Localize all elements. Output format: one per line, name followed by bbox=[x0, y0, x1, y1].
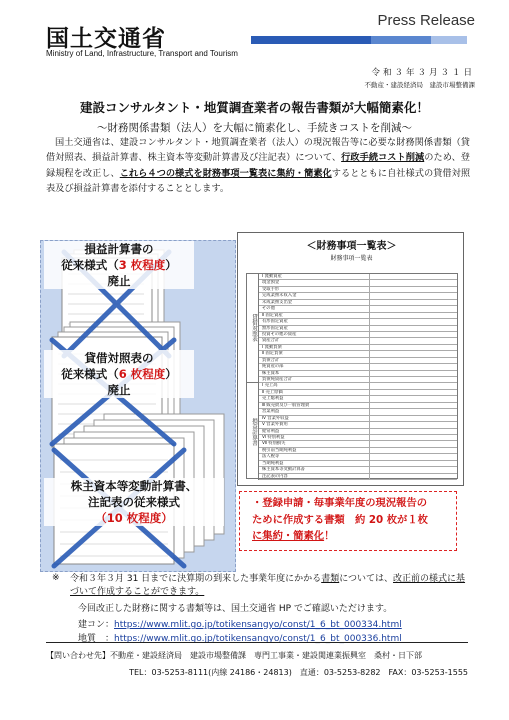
org-name: 国土交通省 bbox=[46, 26, 166, 52]
callout-line2: ために作成する書類 約 20 枚が１枚 bbox=[252, 513, 428, 526]
form-row-label: 売上総利益 bbox=[262, 396, 284, 402]
item-equity-count: （10 枚程度） bbox=[95, 511, 173, 525]
form-row-label: Ⅶ 特別損失 bbox=[262, 441, 286, 447]
callout-suffix: ！ bbox=[324, 530, 335, 542]
form-row-label: 未成業務支出金 bbox=[262, 299, 293, 305]
form-row bbox=[259, 474, 457, 480]
note-text-b: については、 bbox=[339, 574, 394, 584]
callout-underlined: に集約・簡素化 bbox=[252, 530, 325, 542]
form-row-label: Ⅱ 固定資産 bbox=[262, 312, 283, 318]
contact-phone: TEL：03-5253-8111(内線 24186・24813) 直通：03-5253-8282 FAX：03-5253-1555 bbox=[129, 668, 468, 677]
form-row-label: 経常利益 bbox=[262, 428, 280, 434]
note-text-a: 令和３年３月 31 日までに決算期の到来した事業年度にかかる bbox=[70, 574, 322, 584]
body-underline-1: 行政手続コスト削減 bbox=[341, 152, 425, 164]
item-balance-suffix: ） bbox=[165, 367, 177, 381]
body-text-b: のため、登録規程を改正し、 bbox=[46, 152, 470, 179]
item-equity-line1: 株主資本等変動計算書、 bbox=[70, 479, 198, 493]
body-text-a: 国土交通省は、建設コンサルタント・地質調査業者（法人）の現況報告等に必要な財務関係書類（貸借対照表、損益計算書、株主資本等変動計算書及び注記表）について、 bbox=[46, 137, 470, 164]
body-underline-2: これら４つの様式を財務事項一覧表に集約・簡素化 bbox=[119, 167, 332, 179]
page-subtitle: ～財務関係書類（法人）を大幅に簡素化し、手続きコストを削減～ bbox=[97, 122, 412, 134]
form-row-label: 法人税等 bbox=[262, 454, 280, 460]
item-income-count: 3 枚程度 bbox=[118, 258, 166, 272]
item-balance-line2 bbox=[44, 366, 194, 382]
item-balance-count: 6 枚程度 bbox=[118, 367, 166, 381]
item-income-suffix: ） bbox=[165, 258, 177, 272]
form-row-label: 資産合計 bbox=[262, 338, 280, 344]
form-row-label: 有形固定資産 bbox=[262, 319, 288, 325]
form-row-label: Ⅴ 営業外費用 bbox=[262, 422, 288, 428]
form-row-label: その他 bbox=[262, 306, 275, 312]
financial-summary-form bbox=[237, 232, 464, 486]
form-row-label: 投資その他の資産 bbox=[262, 331, 297, 337]
item-balance-sheet bbox=[44, 350, 194, 398]
form-row-value-cell bbox=[369, 474, 457, 480]
item-balance-line1: 貸借対照表の bbox=[84, 351, 154, 365]
form-table bbox=[246, 273, 458, 479]
item-balance-line3: 廃止 bbox=[107, 383, 131, 397]
form-row-label: Ⅱ 売上原価 bbox=[262, 389, 283, 395]
item-income-statement bbox=[44, 241, 194, 289]
form-row-label: 無形固定資産 bbox=[262, 325, 288, 331]
form-row-label: Ⅵ 特別利益 bbox=[262, 434, 285, 440]
item-equity-line2: 注記表の従来様式 bbox=[88, 495, 180, 509]
note-underline-1: 書類 bbox=[321, 574, 340, 584]
note-mark: ※ bbox=[52, 573, 60, 583]
form-row-label: 当期純利益 bbox=[262, 460, 284, 466]
page-title: 建設コンサルタント・地質調査業者の報告書類が大幅簡素化！ bbox=[80, 100, 429, 115]
note-website: 今回改正した財務に関する書類等は、国土交通省 HP でご確認いただけます。 bbox=[78, 604, 393, 614]
header-stripe bbox=[251, 36, 467, 44]
form-row-label: Ⅱ 固定負債 bbox=[262, 351, 283, 357]
contact-footer bbox=[46, 642, 468, 681]
press-release-label: Press Release bbox=[377, 12, 475, 29]
form-row-label: 現金預金 bbox=[262, 280, 280, 286]
form-row-label: Ⅰ 流動資産 bbox=[262, 274, 282, 279]
side-label-balance: 貸借対照表 bbox=[247, 274, 259, 382]
kencon-label: 建コン： bbox=[78, 620, 115, 630]
item-income-line2 bbox=[44, 257, 194, 273]
form-row-label: 株主資本等変動計算書 bbox=[262, 467, 305, 473]
form-row-label: 純資産の部 bbox=[262, 364, 284, 370]
form-row-label: Ⅳ 営業外収益 bbox=[262, 415, 289, 421]
form-row-label: 負債純資産合計 bbox=[262, 377, 293, 382]
item-balance-prefix: 従来様式（ bbox=[61, 367, 119, 381]
form-row-label: Ⅰ 売上高 bbox=[262, 383, 278, 389]
body-paragraph bbox=[46, 135, 470, 197]
org-name-en: Ministry of Land, Infrastructure, Transport and Tourism bbox=[46, 49, 238, 58]
item-income-prefix: 従来様式（ bbox=[61, 258, 119, 272]
url-row-kencon bbox=[78, 617, 402, 630]
note-underline-2: 改正前の様式に基づいて作成することができます。 bbox=[70, 574, 466, 597]
chishitsu-link[interactable]: https://www.mlit.go.jp/totikensangyo/const/1_6_bt_000336.html bbox=[114, 634, 402, 644]
note-transition bbox=[70, 573, 470, 599]
release-date: 令和３年３月３１日 bbox=[371, 68, 475, 78]
item-income-line3: 廃止 bbox=[107, 274, 131, 288]
callout-line3 bbox=[252, 528, 452, 545]
summary-callout-text bbox=[252, 495, 452, 545]
side-label-income: 損益計算書 bbox=[247, 382, 259, 480]
contact-info: 【問い合わせ先】不動産・建設経済局 建設市場整備課 専門工事業・建設関連業振興室 桑村・日下部 bbox=[46, 651, 422, 660]
form-row-label: 営業利益 bbox=[262, 409, 280, 415]
chishitsu-label: 地質 ： bbox=[78, 634, 115, 644]
callout-line1: ・登録申請・毎事業年度の現況報告の bbox=[252, 497, 428, 509]
form-row-label: Ⅰ 流動負債 bbox=[262, 344, 282, 350]
form-heading: ＜財務事項一覧表＞ bbox=[306, 241, 397, 252]
form-rows bbox=[259, 274, 457, 480]
bureau-name: 不動産・建設経済局 建設市場整備課 bbox=[364, 81, 475, 89]
form-row-label: Ⅲ 販売費及び一般管理費 bbox=[262, 402, 310, 408]
form-row-label: 負債合計 bbox=[262, 357, 280, 363]
item-equity-notes bbox=[44, 478, 224, 526]
kencon-link[interactable]: https://www.mlit.go.jp/totikensangyo/const/1_6_bt_000334.html bbox=[114, 620, 402, 630]
form-title: 財務事項一覧表 bbox=[330, 255, 373, 262]
form-row-label: 完成業務未収入金 bbox=[262, 293, 297, 299]
form-row-label: 株主資本 bbox=[262, 370, 280, 376]
form-row-label: 税引前当期純利益 bbox=[262, 447, 297, 453]
form-row-label: 受取手形 bbox=[262, 286, 280, 292]
item-income-line1: 損益計算書の bbox=[84, 242, 154, 256]
body-text-c: するとともに自社様式の貸借対照表及び損益計算書を添付することとします。 bbox=[46, 167, 471, 195]
form-row-label: 注記表の内容 bbox=[262, 473, 288, 479]
